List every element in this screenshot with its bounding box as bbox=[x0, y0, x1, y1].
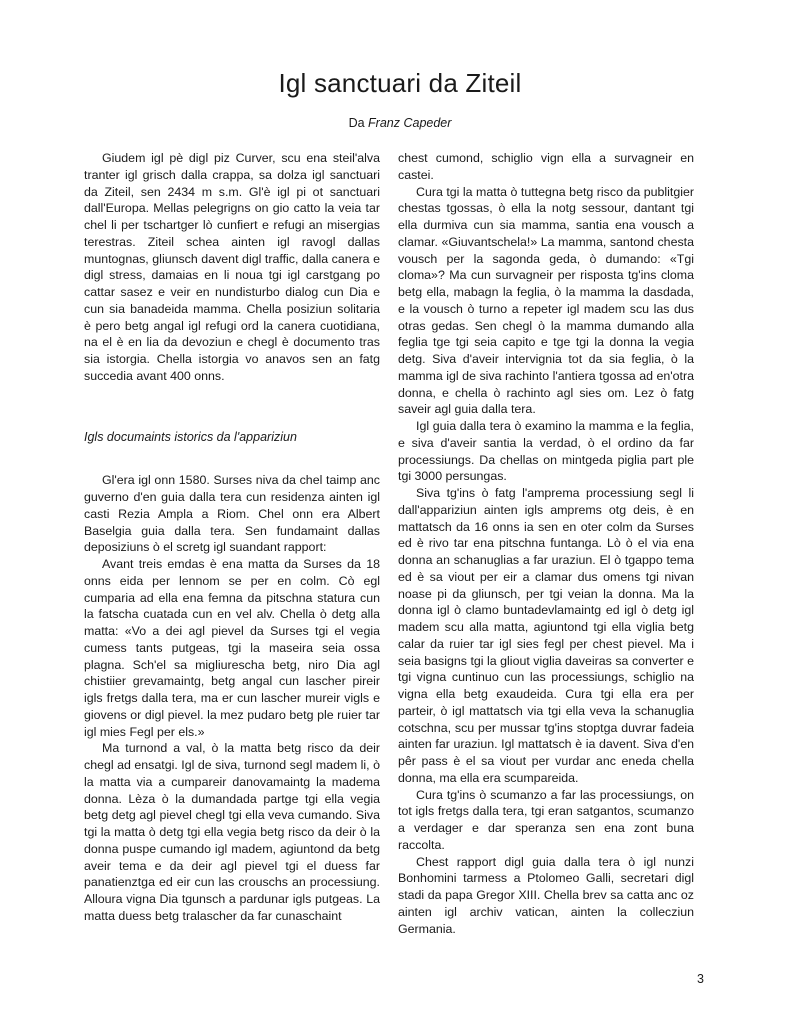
paragraph: Giudem igl pè digl piz Curver, scu ena steil'alva tranter igl grisch dalla crappa, sa dolza igl sanctuari da Ziteil, sen 2434 m s.m. Gl'è igl pi ot sanctuari dall'Europa. Mellas pelegrigns on gio catto la veia tar chel li per tschartger lò cunfiert e refugi an misergias terestras. Ziteil schea ainten igl ravogl dallas muntognas, gliunsch davent digl traffic, dalla canera e digl stress, damaias en li noua tgi igl carstgang po cattar sasez e veir en nundisturbo dialog cun Dia e cun sia banadeida mamma. Chella posiziun solitaria è pero betg angal igl refugi ord la canera cuotidiana, na el è en lia da devoziun e chegl è documento tras sia istorgia. Chella istorgia vo anavos sen an fatg succedia avant 400 onns. bbox=[84, 151, 380, 383]
section-heading: Igls documaints istorics da l'appariziun bbox=[84, 429, 297, 444]
right-column bbox=[398, 150, 694, 937]
page-title: Igl sanctuari da Ziteil bbox=[278, 68, 522, 98]
paragraph: Siva tg'ins ò fatg l'amprema processiung segl li dall'appariziun ainten igls amprems otg deis, è en mattatsch da 16 onns ia sen en oter colm da Surses ed è rivo tar ena pitschna funtanga. Lò ò el via ena donna an schanuglias a far uraziun. El ò tgappo tema ed è sa viout per eir a clamar dus omens tgi nivan noase pi da gliunsch, per tgi veian la donna. Ma la donna igl ò clamo buntadevlamaintg ed igl ò detg igl madem scu alla matta, agiuntond tgi ella viglia betg calar da ruier tar igl sies fegl per chest pievel. Ma i seia basigns tgi la gliout viglia daveiras sa converter e tgi vigna cuntinuo cun las processiungs, schiglio na vigna ella betg exaudeida. Cura tgi ella era per parteir, ò igl mattatsch via tgi ella veva la schanuglia cotschna, scu per mussar tg'ins stoptga duvrar fadeia ainten far uraziun. Igl mattatsch è ia davent. Siva d'en pêr pass è el sa viout per vurdar anc eneda chella donna, ma ella era scumpareida. bbox=[398, 486, 694, 785]
paragraph: Avant treis emdas è ena matta da Surses da 18 onns eida per lennom se per en colm. Cò egl cumparia ad ella ena femna da pitschna statura cun la fatscha cuatada cun en vel alv. Chella ò detg alla matta: «Vo a dei agl pievel da Surses tgi el vegia cumess tants putgeas, tgi la maseira seia ossa plagna. Sch'el sa migliurescha betg, niro Dia agl chistiier grevamaintg, betg angal cun lascher pireir igls fretgs dalla tera, ma er cun lascher mureir vigls e giovens or digl pievel. la mez pudaro betg ple ruier tar igl mies Fegl per els.» bbox=[84, 557, 380, 739]
paragraph: Cura tgi la matta ò tuttegna betg risco da publitgier chestas tgossas, ò ella la notg sessour, dantant tgi ella durmiva cun sia mamma, santia ena vousch a clamar. «Giuvantschela!» La mamma, santond chesta vousch per la sagonda geda, ò dumando: «Tgi cloma»? Ma cun survagneir per risposta tg'ins cloma betg ella, mabagn la feglia, ò la mamma la dasdada, e la vousch ò turno a repeter igl madem scu las dus otras gedas. Sen chegl ò la mamma dumando alla feglia tge tgi seia capito e tge tgi la donna la vegia detg. Siva d'aveir intervignia tot da sia feglia, ò la mamma igl de siva rachinto l'antiera tgossa ad en'otra donna, e chella ò rachinto agl sies om. Lez ò fatg saveir agl guia dalla tera. bbox=[398, 184, 694, 417]
paragraph: Cura tg'ins ò scumanzo a far las processiungs, on tot igls fretgs dalla tera, tgi eran satgantos, scumanzo a verdager e dar speranza sen ena zont buna raccolta. bbox=[398, 787, 694, 852]
paragraph: Gl'era igl onn 1580. Surses niva da chel taimp anc guverno d'en guia dalla tera cun residenza ainten igl casti Rezia Ampla a Riom. Chel onn era Albert Baselgia guia dalla tera. Sen fundamaint dallas deposiziuns ò el scretg igl suandant rapport: bbox=[84, 473, 380, 555]
paragraph: Ma turnond a val, ò la matta betg risco da deir chegl ad ensatgi. Igl de siva, turnond segl madem li, ò la matta via a cumpareir danovamaintg la madema donna. Lèza ò la dumandada partge tgi ella vegia betg detg agl pievel chegl tgi ella veva cumando. Siva tgi la matta ò detg tgi ella vegia betg risco da deir ò la donna puspe cumando igl madem, agiuntond da betg aveir tema e da deir agl pievel tgi el duess far panatienztga ed eir cun las crouschs an processiung. Alloura vigna Dia tgunsch a pardunar igls putgeas. La matta duess betg tralascher da far cunaschaint bbox=[84, 741, 380, 923]
paragraph: chest cumond, schiglio vign ella a survagneir en castei. bbox=[398, 151, 694, 182]
left-column bbox=[84, 150, 380, 925]
byline-prefix: Da bbox=[348, 116, 365, 130]
byline bbox=[0, 116, 800, 130]
paragraph: Igl guia dalla tera ò examino la mamma e la feglia, e siva d'aveir santia la verdad, ò el ordino da far processiungs. Da chellas on mintgeda piglia part ple tgi 3000 persungas. bbox=[398, 419, 694, 484]
page-number: 3 bbox=[697, 972, 704, 986]
paragraph: Chest rapport digl guia dalla tera ò igl nunzi Bonhomini tarmess a Ptolomeo Galli, secretari digl stadi da papa Gregor XIII. Chella brev sa catta anc oz ainten igl archiv vatican, ainten la collecziun Germania. bbox=[398, 854, 694, 936]
author-name: Franz Capeder bbox=[368, 116, 452, 130]
